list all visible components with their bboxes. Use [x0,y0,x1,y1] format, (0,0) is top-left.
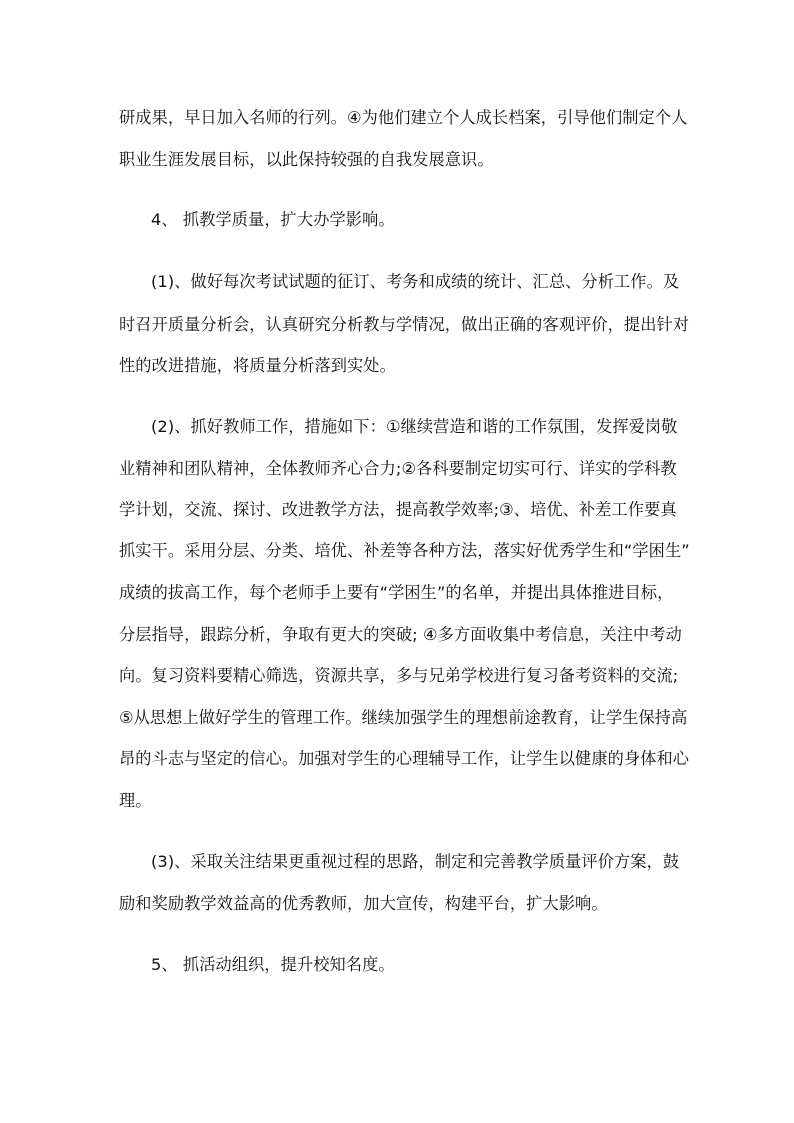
text-line: 学计划，交流、探讨、改进教学方法，提高教学效率;③、培优、补差工作要真 [119,500,677,519]
text-line: 分层指导，跟踪分析，争取有更大的突破; ④多方面收集中考信息，关注中考动 [119,625,682,644]
text-line: 昂的斗志与坚定的信心。加强对学生的心理辅导工作，让学生以健康的身体和心 [119,749,690,768]
text-line: 励和奖励教学效益高的优秀教师，加大宣传，构建平台，扩大影响。 [119,894,608,913]
text-line: 职业生涯发展目标，以此保持较强的自我发展意识。 [119,150,494,169]
text-line: 研成果，早日加入名师的行列。④为他们建立个人成长档案，引导他们制定个人 [119,108,688,127]
text-line: (1)、做好每次考试试题的征订、考务和成绩的统计、汇总、分析工作。及 [151,272,680,291]
text-line: 抓实干。采用分层、分类、培优、补差等各种方法，落实好优秀学生和“学困生” [119,541,690,560]
text-line: 理。 [119,791,152,810]
section-heading-5: 5、 抓活动组织，提升校知名度。 [151,955,395,974]
text-line: 向。复习资料要精心筛选，资源共享，多与兄弟学校进行复习备考资料的交流; [119,666,679,685]
text-line: 时召开质量分析会，认真研究分析教与学情况，做出正确的客观评价，提出针对 [119,315,690,334]
text-line: 业精神和团队精神，全体教师齐心合力;②各科要制定切实可行、详实的学科教 [119,459,677,478]
text-line: (3)、采取关注结果更重视过程的思路，制定和完善教学质量评价方案，鼓 [151,852,680,871]
section-heading-4: 4、 抓教学质量，扩大办学影响。 [151,210,395,229]
text-line: 成绩的拔高工作，每个老师手上要有“学困生”的名单，并提出具体推进目标， [119,583,674,602]
text-line: ⑤从思想上做好学生的管理工作。继续加强学生的理想前途教育，让学生保持高 [119,708,688,727]
text-line: (2)、抓好教师工作，措施如下：①继续营造和谐的工作氛围，发挥爱岗敬 [151,417,678,436]
text-line: 性的改进措施，将质量分析落到实处。 [119,356,396,375]
